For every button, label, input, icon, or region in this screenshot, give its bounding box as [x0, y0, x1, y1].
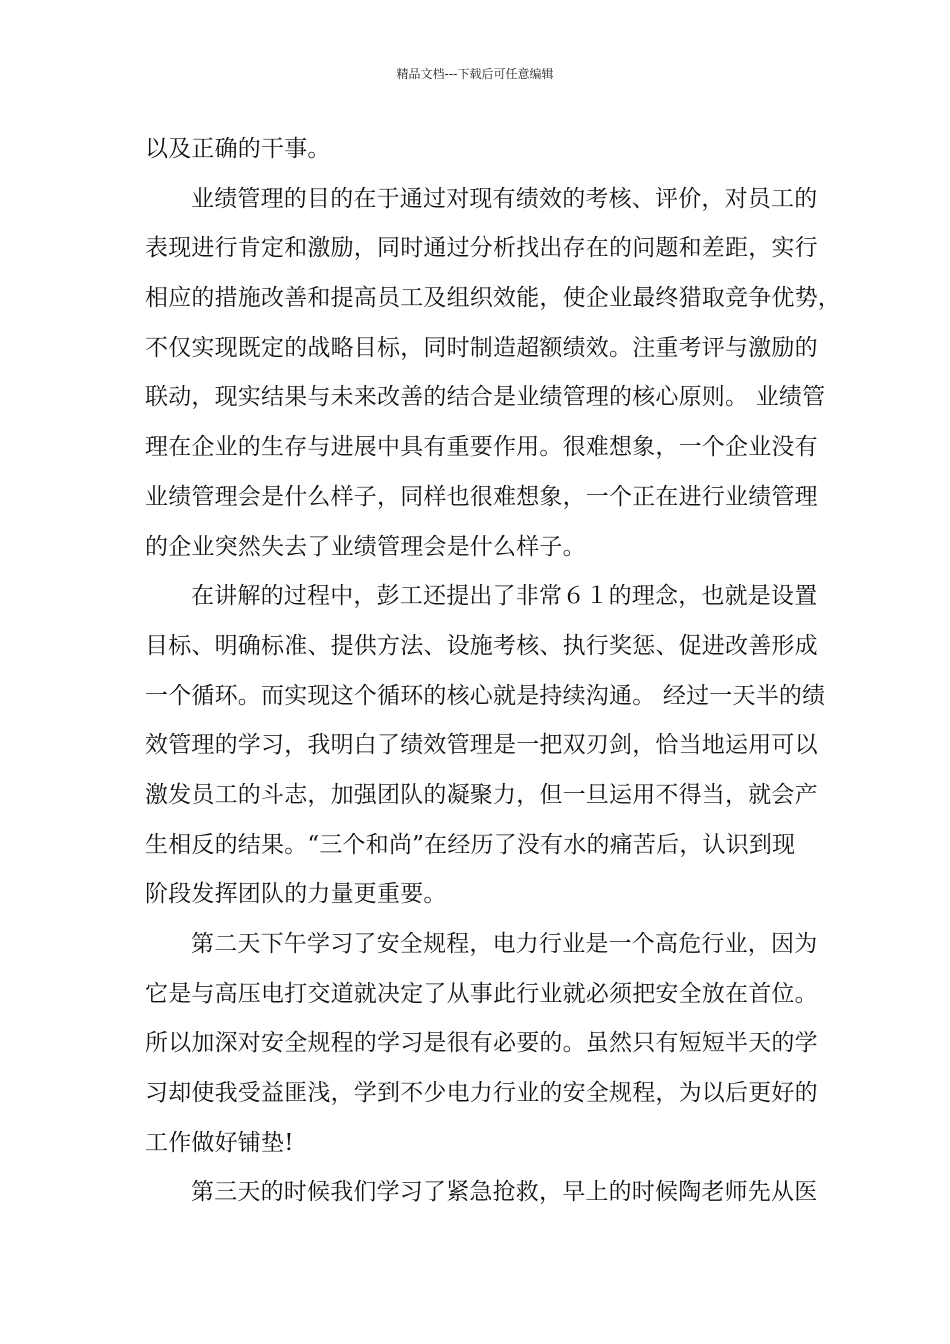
text-line: 理在企业的生存与进展中具有重要作用。很难想象，一个企业没有	[145, 434, 818, 461]
text-line: 不仅实现既定的战略目标，同时制造超额绩效。注重考评与激励的	[145, 334, 818, 361]
paragraph-start-line: 第三天的时候我们学习了紧急抢救，早上的时候陶老师先从医	[191, 1179, 818, 1206]
text-line: 表现进行肯定和激励，同时通过分析找出存在的问题和差距，实行	[145, 235, 818, 262]
text-line: 激发员工的斗志，加强团队的凝聚力，但一旦运用不得当，就会产	[145, 781, 818, 808]
text-line: 相应的措施改善和提高员工及组织效能，使企业最终猎取竞争优势，	[145, 285, 841, 312]
text-line: 业绩管理会是什么样子，同样也很难想象，一个正在进行业绩管理	[145, 483, 818, 510]
text-line: 一个循环。而实现这个循环的核心就是持续沟通。 经过一天半的绩	[145, 682, 826, 709]
text-line: 所以加深对安全规程的学习是很有必要的。虽然只有短短半天的学	[145, 1030, 818, 1057]
text-line: 它是与高压电打交道就决定了从事此行业就必须把安全放在首位。	[145, 980, 818, 1007]
text-line: 的企业突然失去了业绩管理会是什么样子。	[145, 533, 586, 560]
text-line: 以及正确的干事。	[145, 136, 331, 162]
paragraph-start-line: 在讲解的过程中，彭工还提出了非常６１的理念，也就是设置	[191, 583, 818, 610]
paragraph-start-line: 第二天下午学习了安全规程，电力行业是一个高危行业，因为	[191, 931, 818, 957]
text-line: 习却使我受益匪浅，学到不少电力行业的安全规程，为以后更好的	[145, 1080, 818, 1107]
page-header: 精品文档---下载后可任意编辑	[396, 67, 554, 81]
text-line: 工作做好铺垫!	[145, 1129, 294, 1156]
text-line: 阶段发挥团队的力量更重要。	[145, 881, 447, 908]
text-line: 生相反的结果。“三个和尚”在经历了没有水的痛苦后，认识到现	[145, 831, 796, 858]
text-line: 目标、明确标准、提供方法、设施考核、执行奖惩、促进改善形成	[145, 632, 818, 659]
text-line: 联动，现实结果与未来改善的结合是业绩管理的核心原则。 业绩管	[145, 384, 826, 411]
paragraph-start-line: 业绩管理的目的在于通过对现有绩效的考核、评价，对员工的	[191, 185, 818, 212]
document-body	[145, 130, 841, 1223]
text-line: 效管理的学习，我明白了绩效管理是一把双刃剑，恰当地运用可以	[145, 732, 818, 759]
